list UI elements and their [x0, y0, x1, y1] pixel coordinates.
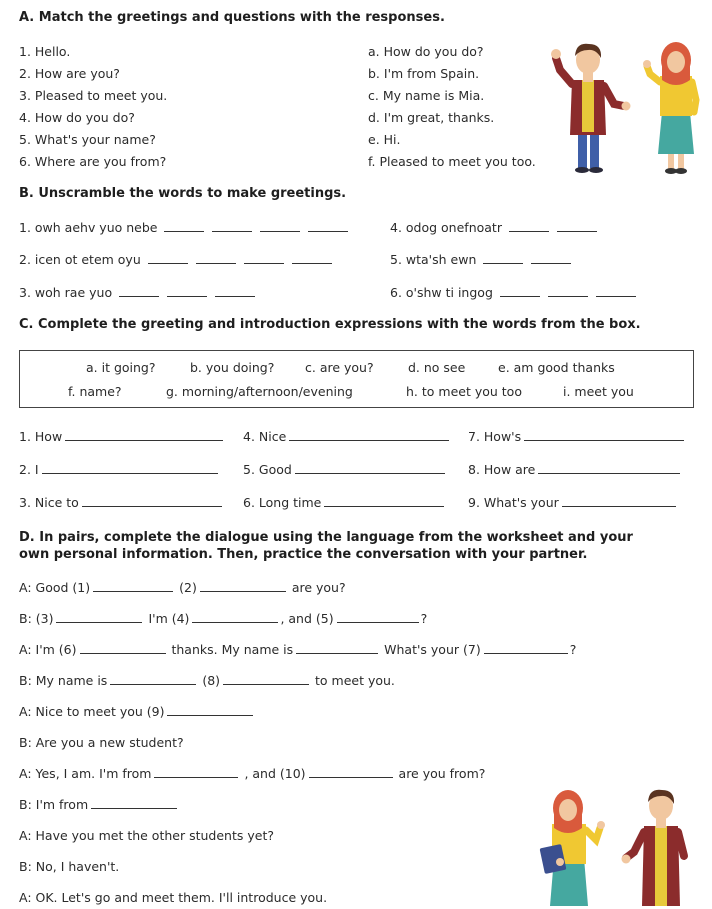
- unscramble-item: [19, 285, 257, 300]
- answer-blank[interactable]: [110, 673, 196, 685]
- unscramble-item: [390, 252, 573, 267]
- complete-prompt: 7. How's: [468, 429, 522, 444]
- answer-blank[interactable]: [93, 580, 173, 592]
- dialogue-text: A: OK. Let's go and meet them. I'll introduce you.: [19, 890, 328, 905]
- unscramble-prompt: 5. wta'sh ewn: [390, 252, 477, 267]
- match-left-item: 5. What's your name?: [19, 132, 156, 147]
- section-a-heading: A. Match the greetings and questions with the responses.: [19, 10, 445, 25]
- complete-item: [468, 429, 686, 444]
- answer-blank[interactable]: [148, 252, 188, 264]
- answer-blank[interactable]: [260, 220, 300, 232]
- answer-blank[interactable]: [56, 611, 142, 623]
- word-box-option: a. it going?: [86, 360, 156, 375]
- dialogue-line: [19, 828, 274, 843]
- match-right-item: a. How do you do?: [368, 44, 484, 59]
- complete-item: [468, 495, 678, 510]
- boy-greeting-illustration: [624, 786, 698, 906]
- answer-blank[interactable]: [509, 220, 549, 232]
- answer-blank[interactable]: [483, 252, 523, 264]
- section-d-heading: D. In pairs, complete the dialogue using the language from the worksheet and your: [19, 530, 633, 545]
- dialogue-line: [19, 642, 576, 657]
- answer-blank[interactable]: [80, 642, 166, 654]
- answer-blank[interactable]: [308, 220, 348, 232]
- word-box: [19, 350, 694, 408]
- match-left-item: 3. Pleased to meet you.: [19, 88, 168, 103]
- answer-blank[interactable]: [324, 495, 444, 507]
- dialogue-text: A: Good (1): [19, 580, 91, 595]
- word-box-option: e. am good thanks: [498, 360, 615, 375]
- section-b-heading: B. Unscramble the words to make greetings.: [19, 186, 347, 201]
- dialogue-line: [19, 735, 184, 750]
- complete-prompt: 4. Nice: [243, 429, 287, 444]
- answer-blank[interactable]: [557, 220, 597, 232]
- dialogue-line: [19, 673, 395, 688]
- dialogue-text: , and (10): [244, 766, 306, 781]
- dialogue-text: (2): [179, 580, 197, 595]
- dialogue-text: (8): [202, 673, 221, 688]
- dialogue-line: [19, 797, 179, 812]
- unscramble-prompt: 6. o'shw ti ingog: [390, 285, 493, 300]
- dialogue-line: [19, 859, 119, 874]
- answer-blank[interactable]: [196, 252, 236, 264]
- dialogue-text: thanks. My name is: [171, 642, 294, 657]
- answer-blank[interactable]: [223, 673, 309, 685]
- unscramble-prompt: 1. owh aehv yuo nebe: [19, 220, 158, 235]
- section-c-heading: C. Complete the greeting and introduction expressions with the words from the box.: [19, 317, 641, 332]
- dialogue-text: A: I'm (6): [19, 642, 77, 657]
- unscramble-item: [19, 220, 350, 235]
- unscramble-prompt: 3. woh rae yuo: [19, 285, 113, 300]
- dialogue-line: [19, 611, 427, 626]
- dialogue-text: B: My name is: [19, 673, 108, 688]
- dialogue-line: [19, 766, 485, 781]
- dialogue-text: are you?: [291, 580, 346, 595]
- answer-blank[interactable]: [42, 462, 218, 474]
- unscramble-item: [390, 285, 638, 300]
- complete-item: [243, 429, 451, 444]
- dialogue-text: A: Yes, I am. I'm from: [19, 766, 152, 781]
- answer-blank[interactable]: [119, 285, 159, 297]
- match-right-item: c. My name is Mia.: [368, 88, 485, 103]
- complete-item: [19, 462, 220, 477]
- match-right-item: d. I'm great, thanks.: [368, 110, 495, 125]
- section-d-heading: own personal information. Then, practice the conversation with your partner.: [19, 547, 588, 562]
- dialogue-text: What's your (7): [384, 642, 481, 657]
- complete-item: [243, 462, 447, 477]
- word-box-option: g. morning/afternoon/evening: [166, 384, 353, 399]
- answer-blank[interactable]: [244, 252, 284, 264]
- dialogue-text: B: I'm from: [19, 797, 89, 812]
- dialogue-text: ?: [569, 642, 577, 657]
- complete-item: [243, 495, 446, 510]
- complete-prompt: 8. How are: [468, 462, 536, 477]
- unscramble-prompt: 2. icen ot etem oyu: [19, 252, 141, 267]
- complete-item: [19, 495, 224, 510]
- dialogue-text: B: (3): [19, 611, 54, 626]
- dialogue-line: [19, 704, 255, 719]
- match-right-item: b. I'm from Spain.: [368, 66, 480, 81]
- answer-blank[interactable]: [289, 429, 449, 441]
- answer-blank[interactable]: [91, 797, 177, 809]
- match-left-item: 4. How do you do?: [19, 110, 135, 125]
- answer-blank[interactable]: [296, 642, 378, 654]
- answer-blank[interactable]: [500, 285, 540, 297]
- dialogue-text: ?: [420, 611, 428, 626]
- complete-prompt: 6. Long time: [243, 495, 322, 510]
- complete-item: [19, 429, 225, 444]
- dialogue-text: B: No, I haven't.: [19, 859, 120, 874]
- answer-blank[interactable]: [200, 580, 286, 592]
- dialogue-text: to meet you.: [315, 673, 395, 688]
- unscramble-prompt: 4. odog onefnoatr: [390, 220, 502, 235]
- girl-hijab-illustration: [644, 40, 704, 175]
- answer-blank[interactable]: [65, 429, 223, 441]
- complete-prompt: 5. Good: [243, 462, 292, 477]
- match-left-item: 2. How are you?: [19, 66, 120, 81]
- dialogue-text: A: Nice to meet you (9): [19, 704, 165, 719]
- dialogue-text: I'm (4): [148, 611, 190, 626]
- answer-blank[interactable]: [164, 220, 204, 232]
- dialogue-text: are you from?: [398, 766, 486, 781]
- answer-blank[interactable]: [167, 704, 253, 716]
- word-box-option: f. name?: [68, 384, 122, 399]
- match-right-item: f. Pleased to meet you too.: [368, 154, 536, 169]
- word-box-option: h. to meet you too: [406, 384, 522, 399]
- answer-blank[interactable]: [484, 642, 568, 654]
- answer-blank[interactable]: [562, 495, 676, 507]
- answer-blank[interactable]: [292, 252, 332, 264]
- match-left-item: 1. Hello.: [19, 44, 71, 59]
- word-box-option: i. meet you: [563, 384, 634, 399]
- answer-blank[interactable]: [154, 766, 238, 778]
- answer-blank[interactable]: [82, 495, 222, 507]
- dialogue-text: B: Are you a new student?: [19, 735, 184, 750]
- answer-blank[interactable]: [167, 285, 207, 297]
- answer-blank[interactable]: [596, 285, 636, 297]
- unscramble-item: [19, 252, 334, 267]
- answer-blank[interactable]: [548, 285, 588, 297]
- complete-prompt: 9. What's your: [468, 495, 559, 510]
- answer-blank[interactable]: [192, 611, 278, 623]
- complete-prompt: 2. I: [19, 462, 39, 477]
- answer-blank[interactable]: [337, 611, 419, 623]
- complete-item: [468, 462, 682, 477]
- word-box-option: b. you doing?: [190, 360, 275, 375]
- dialogue-text: , and (5): [280, 611, 334, 626]
- unscramble-item: [390, 220, 599, 235]
- complete-prompt: 3. Nice to: [19, 495, 79, 510]
- girl-with-book-illustration: [540, 788, 606, 906]
- answer-blank[interactable]: [524, 429, 684, 441]
- dialogue-text: A: Have you met the other students yet?: [19, 828, 274, 843]
- boy-waving-illustration: [552, 40, 632, 175]
- answer-blank[interactable]: [538, 462, 680, 474]
- word-box-option: d. no see: [408, 360, 466, 375]
- match-left-item: 6. Where are you from?: [19, 154, 167, 169]
- match-right-item: e. Hi.: [368, 132, 401, 147]
- answer-blank[interactable]: [531, 252, 571, 264]
- word-box-option: c. are you?: [305, 360, 374, 375]
- answer-blank[interactable]: [215, 285, 255, 297]
- answer-blank[interactable]: [295, 462, 445, 474]
- answer-blank[interactable]: [309, 766, 393, 778]
- complete-prompt: 1. How: [19, 429, 63, 444]
- dialogue-line: [19, 580, 346, 595]
- answer-blank[interactable]: [212, 220, 252, 232]
- dialogue-line: [19, 890, 327, 905]
